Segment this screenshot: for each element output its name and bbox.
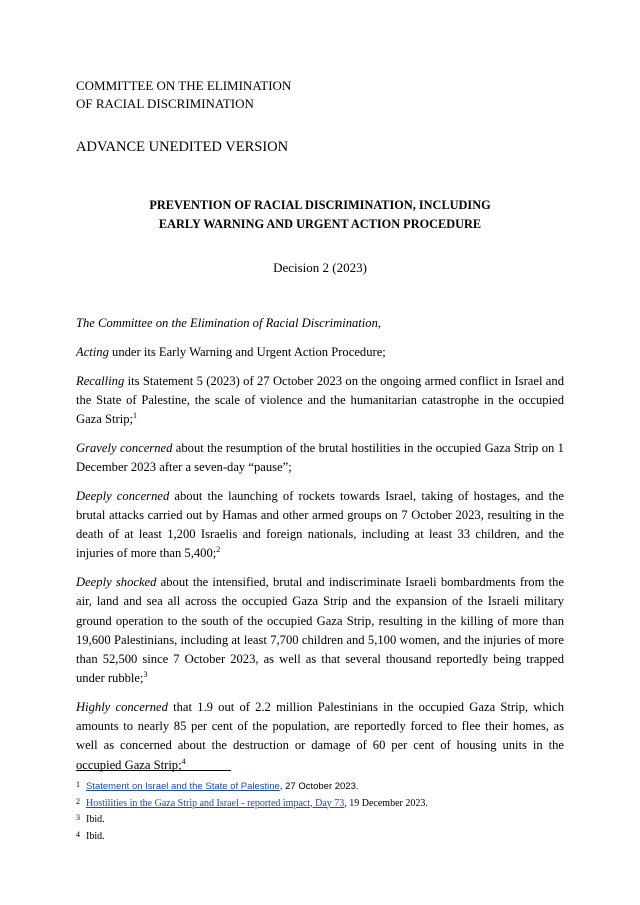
paragraph [76,573,564,688]
paragraph-lead: Recalling [76,373,125,388]
footnotes [76,778,428,844]
paragraph-lead: The Committee on the Elimination of Racial Discrimination [76,316,378,330]
footnote-number: 1 [76,780,80,789]
footnote-link[interactable]: Hostilities in the Gaza Strip and Israel - reported impact, Day 73 [86,797,345,809]
footnote-text: , 27 October 2023. [279,781,359,792]
footnote-ref[interactable]: 4 [181,756,186,766]
footnote-number: 2 [76,796,80,806]
footnote-link[interactable]: Statement on Israel and the State of Palestine [86,781,280,792]
version-label: ADVANCE UNEDITED VERSION [76,139,289,155]
footnote-number: 4 [76,829,80,839]
paragraph [76,372,564,430]
document-body [76,314,564,784]
paragraph-text: under its Early Warning and Urgent Action Procedure; [108,344,386,359]
paragraph-lead: Gravely concerned [76,440,173,455]
paragraph [76,314,564,333]
paragraph-text: its Statement 5 (2023) of 27 October 2023 on the ongoing armed conflict in Israel and the State of Palestine, the scale of violence and the humanitarian catastrophe in the occupied Gaza Strip; [76,373,564,426]
paragraph-lead: Highly concerned [76,700,168,715]
paragraph [76,343,564,362]
paragraph [76,698,564,775]
paragraph-text: about the resumption of the brutal hostilities in the occupied Gaza Strip on 1 December 2023 after a seven-day “pause”; [76,440,564,474]
paragraph [76,439,564,477]
footnote-number: 3 [76,813,80,822]
paragraph-lead: Deeply concerned [76,488,170,503]
footnote [76,811,428,828]
paragraph-text: about the intensified, brutal and indiscriminate Israeli bombardments from the air, land and sea all across the occupied Gaza Strip and the expansion of the Israeli military ground operation to the south of the occupied Gaza Strip, resulting in the killing of more than 19,600 Palestinians, including at least 7,700 children and 5,100 women, and the injuries of more than 52,500 since 7 October 2023, as well as that several thousand reportedly being trapped under rubble; [76,575,564,686]
paragraph-text: , [377,316,382,330]
footnote-ref[interactable]: 2 [216,545,221,555]
footnote [76,795,428,812]
header-line-2: OF RACIAL DISCRIMINATION [76,96,254,111]
document-title [0,196,640,234]
paragraph-lead: Acting [76,344,109,359]
paragraph-text: about the launching of rockets towards Israel, taking of hostages, and the brutal attacks carried out by Hamas and other armed groups on 7 October 2023, resulting in the death of at least 1,200 Israelis and foreign nationals, including at least 33 children, and the injuries of more than 5,400; [76,488,564,561]
footnote-text: Ibid. [86,814,105,825]
title-line-1: PREVENTION OF RACIAL DISCRIMINATION, INCLUDING [149,198,491,212]
committee-header [76,77,291,113]
paragraph [76,487,564,564]
footnote-text: , 19 December 2023. [344,797,428,809]
footnote [76,778,428,795]
footnote-text: Ibid. [86,830,105,842]
header-line-1: COMMITTEE ON THE ELIMINATION [76,78,292,93]
footnote-divider [76,770,231,771]
title-line-2: EARLY WARNING AND URGENT ACTION PROCEDURE [158,217,482,231]
paragraph-text: that 1.9 out of 2.2 million Palestinians in the occupied Gaza Strip, which amounts to nearly 85 per cent of the population, are reportedly forced to flee their homes, as well as concerned about the destruction or damage of 60 per cent of housing units in the occupied Gaza Strip; [76,700,564,772]
paragraph-lead: Deeply shocked [76,575,157,590]
footnote [76,828,428,845]
footnote-ref[interactable]: 3 [143,670,148,680]
decision-number: Decision 2 (2023) [273,260,367,275]
footnote-ref[interactable]: 1 [133,411,138,420]
